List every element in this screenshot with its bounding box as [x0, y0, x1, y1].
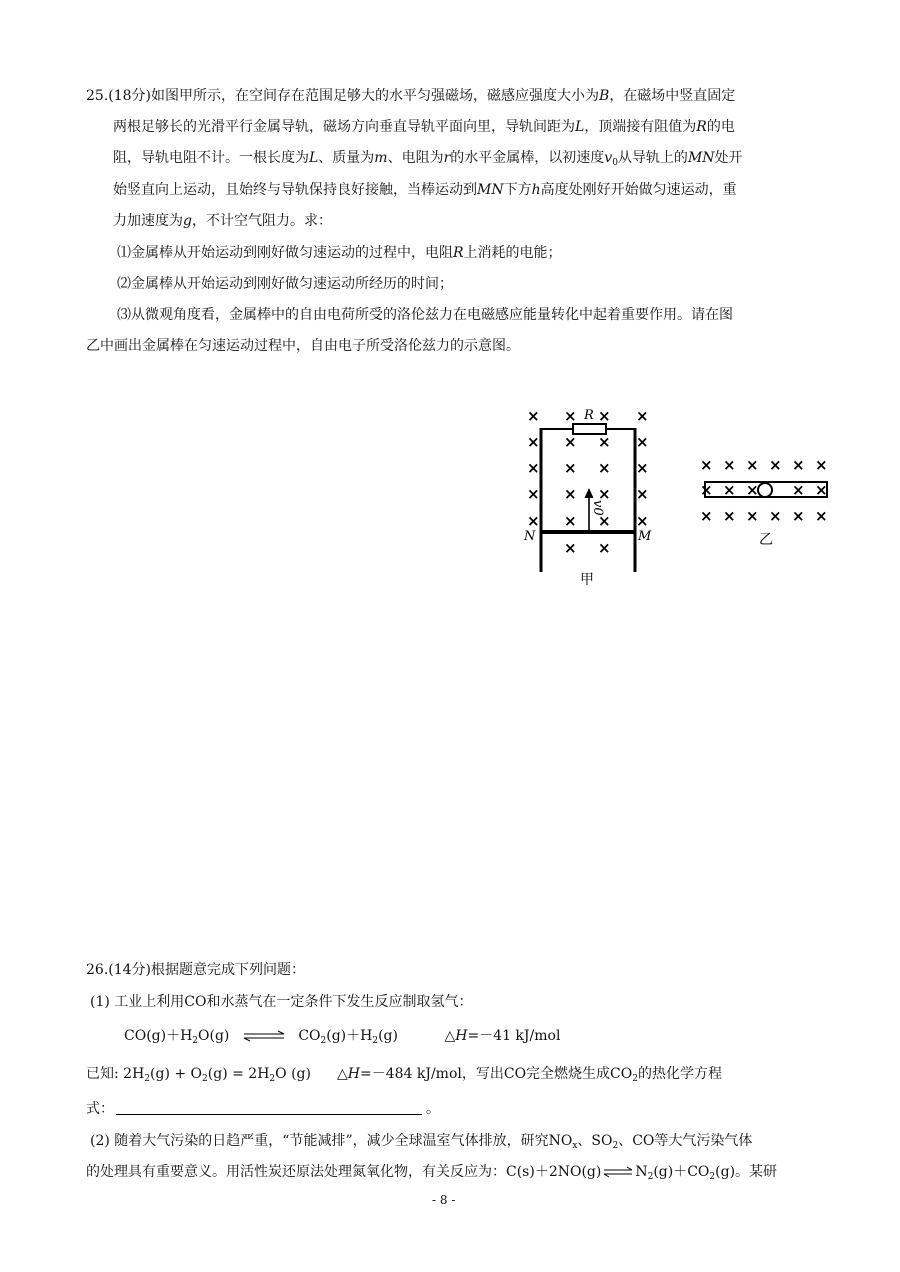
- q26-formula-answer: 式： 。: [86, 1101, 440, 1117]
- q26-known: 已知: $2H_2(g) + O_2(g) = 2H_2O$ (g) △H=－484 kJ/mol，写出CO完全燃烧生成$CO_2$的热化学方程: [86, 1066, 722, 1084]
- label-N: N: [524, 529, 536, 544]
- cross-mark: ×: [723, 507, 736, 525]
- q25-sub-2: ⑵金属棒从开始运动到刚好做匀速运动所经历的时间；: [117, 276, 453, 292]
- cross-mark: ×: [598, 485, 611, 503]
- cross-mark: ×: [598, 433, 611, 451]
- cross-mark: ×: [815, 481, 828, 499]
- cross-mark: ×: [598, 407, 611, 425]
- answer-blank[interactable]: [116, 1100, 422, 1115]
- label-v0: v0: [590, 500, 605, 516]
- cross-mark: ×: [792, 456, 805, 474]
- cross-mark: ×: [746, 481, 759, 499]
- cross-mark: ×: [723, 456, 736, 474]
- cross-mark: ×: [598, 459, 611, 477]
- q25-sub-1: ⑴金属棒从开始运动到刚好做匀速运动的过程中，电阻R上消耗的电能；: [117, 245, 562, 261]
- cross-mark: ×: [564, 433, 577, 451]
- figure-jia: [510, 400, 660, 590]
- cross-mark: ×: [598, 539, 611, 557]
- q25-line-4: 始竖直向上运动，且始终与导轨保持良好接触，当棒运动到MN下方h高度处刚好开始做匀速运动，重: [113, 182, 737, 198]
- q26-title: 26.(14分)根据题意完成下列问题：: [86, 962, 306, 978]
- q26-part1: (1) 工业上利用CO和水蒸气在一定条件下发生反应制取氢气：: [90, 994, 473, 1010]
- cross-mark: ×: [636, 485, 649, 503]
- figure-yi: [695, 452, 840, 547]
- cross-mark: ×: [700, 507, 713, 525]
- cross-mark: ×: [636, 407, 649, 425]
- cross-mark: ×: [792, 481, 805, 499]
- free-electron: [758, 483, 772, 497]
- cross-mark: ×: [564, 485, 577, 503]
- cross-mark: ×: [769, 507, 782, 525]
- cross-mark: ×: [564, 512, 577, 530]
- cross-mark: ×: [564, 407, 577, 425]
- q25-sub-3a: ⑶从微观角度看，金属棒中的自由电荷所受的洛伦兹力在电磁感应能量转化中起着重要作用。请在图: [117, 307, 733, 323]
- q25-line-3: 阻，导轨电阻不计。一根长度为L、质量为m、电阻为r的水平金属棒，以初速度$v_0$从导轨上的MN处开: [113, 150, 743, 168]
- cross-mark: ×: [598, 512, 611, 530]
- label-R: R: [584, 408, 594, 423]
- cross-mark: ×: [723, 481, 736, 499]
- page-number: - 8 -: [432, 1193, 456, 1207]
- equilibrium-arrow: [242, 1031, 286, 1041]
- q26-equation-1: $CO(g)+H_2O(g)$ $CO_2(g)+H_2(g)$ △H=－41 kJ/mol: [124, 1028, 561, 1046]
- cross-mark: ×: [815, 456, 828, 474]
- cross-mark: ×: [700, 456, 713, 474]
- cross-mark: ×: [815, 507, 828, 525]
- equilibrium-arrow: [603, 1167, 633, 1177]
- q26-part2-line-1: (2) 随着大气污染的日趋严重，“节能减排”，减少全球温室气体排放，研究$NO_x$、$SO_2$、CO等大气污染气体: [90, 1133, 753, 1151]
- q25-line-2: 两根足够长的光滑平行金属导轨，磁场方向垂直导轨平面向里，导轨间距为L，顶端接有阻值为R的电: [113, 119, 735, 135]
- cross-mark: ×: [527, 512, 540, 530]
- q25-line-1: 25.(18分)如图甲所示，在空间存在范围足够大的水平匀强磁场，磁感应强度大小为B，在磁场中竖直固定: [86, 88, 736, 104]
- cross-mark: ×: [769, 456, 782, 474]
- caption-jia: 甲: [580, 572, 594, 588]
- label-M: M: [638, 529, 652, 544]
- cross-mark: ×: [527, 433, 540, 451]
- caption-yi: 乙: [759, 532, 773, 548]
- q25-sub-3b: 乙中画出金属棒在匀速运动过程中，自由电子所受洛伦兹力的示意图。: [86, 338, 520, 354]
- cross-mark: ×: [564, 459, 577, 477]
- cross-mark: ×: [527, 459, 540, 477]
- cross-mark: ×: [636, 512, 649, 530]
- cross-mark: ×: [746, 507, 759, 525]
- q25-line-5: 力加速度为g，不计空气阻力。求：: [113, 213, 332, 229]
- cross-mark: ×: [746, 456, 759, 474]
- cross-mark: ×: [636, 433, 649, 451]
- q26-part2-line-2: 的处理具有重要意义。用活性炭还原法处理氮氧化物，有关反应为：C(s)＋2NO(g) $N_2(g)+CO_2(g)$。某研: [86, 1164, 778, 1182]
- cross-mark: ×: [792, 507, 805, 525]
- cross-mark: ×: [700, 481, 713, 499]
- cross-mark: ×: [527, 485, 540, 503]
- cross-mark: ×: [564, 539, 577, 557]
- cross-mark: ×: [527, 407, 540, 425]
- cross-mark: ×: [636, 459, 649, 477]
